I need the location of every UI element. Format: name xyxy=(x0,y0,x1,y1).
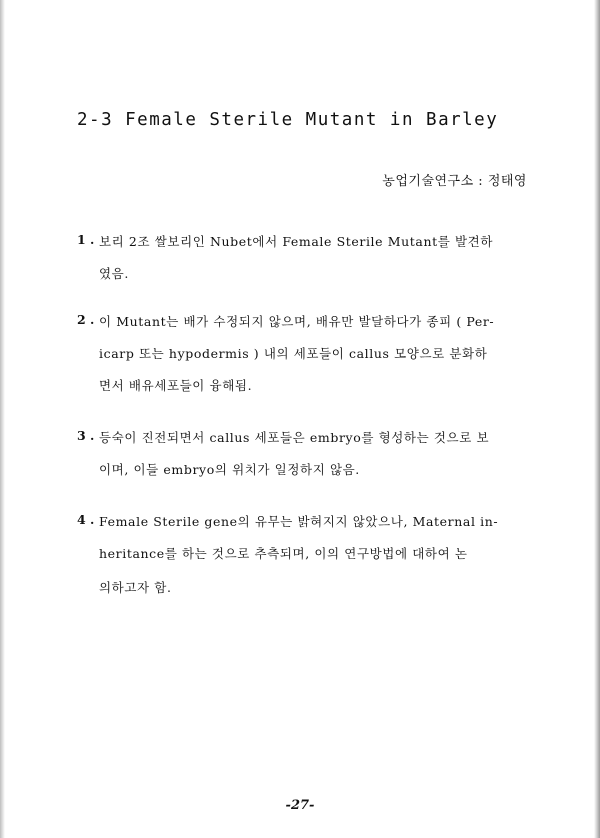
scan-edge-left xyxy=(0,0,5,838)
item-number: 3 . xyxy=(77,428,95,443)
page-number: -27- xyxy=(285,798,315,813)
item-line: 면서 배유세포들이 융해됨. xyxy=(99,378,253,393)
item-number: 4 . xyxy=(77,512,95,527)
item-line: 였음. xyxy=(99,266,129,281)
item-line: 보리 2조 쌀보리인 Nubet에서 Female Sterile Mutant를 발견하 xyxy=(99,234,493,249)
item-line: icarp 또는 hypodermis ) 내의 세포들이 callus 모양으로 분화하 xyxy=(99,346,488,361)
item-line: 등숙이 진전되면서 callus 세포들은 embryo를 형성하는 것으로 보 xyxy=(99,430,490,445)
item-number: 2 . xyxy=(77,312,95,327)
item-line: heritance를 하는 것으로 추측되며, 이의 연구방법에 대하여 논 xyxy=(99,546,468,561)
scan-edge-right xyxy=(594,0,600,838)
item-number: 1 . xyxy=(77,232,95,247)
item-line: 이 Mutant는 배가 수정되지 않으며, 배유만 발달하다가 종피 ( Per- xyxy=(99,314,495,329)
item-line: 이며, 이들 embryo의 위치가 일정하지 않음. xyxy=(99,462,360,477)
item-line: Female Sterile gene의 유무는 밝혀지지 않았으나, Maternal in- xyxy=(99,514,499,529)
author-affiliation: 농업기술연구소 : 정태영 xyxy=(382,174,527,189)
item-line: 의하고자 함. xyxy=(99,580,172,595)
section-title: 2-3 Female Sterile Mutant in Barley xyxy=(77,110,499,130)
